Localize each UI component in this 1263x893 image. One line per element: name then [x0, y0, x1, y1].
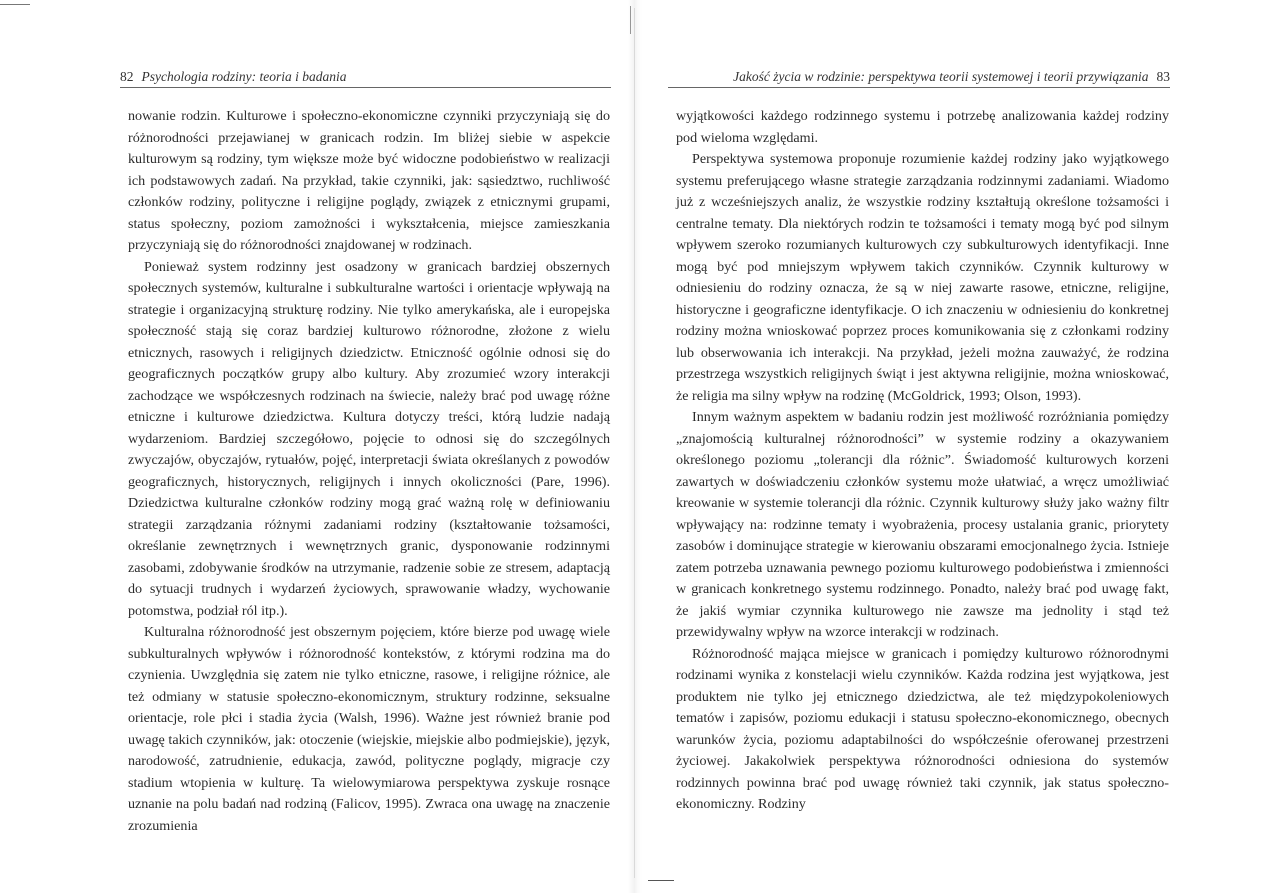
paragraph: wyjątkowości każdego rodzinnego systemu i potrzebę analizowania każdej rodziny pod wieloma względami. — [676, 108, 1169, 146]
right-page — [640, 0, 1263, 893]
paragraph: Perspektywa systemowa proponuje rozumienie każdej rodziny jako wyjątkowego systemu preferującego własne strategie zarządzania rodzinnymi zadaniami. Wiadomo już z wcześniejszych analiz, że wszystkie rodziny kształtują określone tożsamości i centralne tematy. Dla niektórych rodzin te tożsamości i tematy mogą być pod silnym wpływem szeroko rozumianych kulturowych czy subkulturowych identyfikacji. Inne mogą być pod mniejszym wpływem takich czynników. Czynnik kulturowy w odniesieniu do rodziny oznacza, że są w niej zawarte rasowe, etniczne, religijne, historyczne i geograficzne identyfikacje. O ich znaczeniu w odniesieniu do konkretnej rodziny można wnioskować poprzez proces komunikowania się z członkami rodziny lub obserwowania ich interakcji. Na przykład, jeżeli można zauważyć, że rodzina przestrzega wszystkich religijnych świąt i jest aktywna religijnie, można wnioskować, że religia ma silny wpływ na rodzinę (McGoldrick, 1993; Olson, 1993). — [676, 151, 1169, 404]
gutter-line — [634, 8, 635, 878]
paragraph: Różnorodność mająca miejsce w granicach i pomiędzy kulturowo różnorodnymi rodzinami wynika z konstelacji wielu czynników. Każda rodzina jest wyjątkowa, jest produktem nie tylko jej etnicznego dziedzictwa, ale też międzypokoleniowych tematów i zapisów, poziomu edukacji i statusu społeczno-ekonomicznego, obecnych warunków życia, poziomu adaptabilności do współcześnie oferowanej przestrzeni życiowej. Jakakolwiek perspektywa różnorodności odniesiona do systemów rodzinnych powinna brać pod uwagę również taki czynnik, jak status społeczno-ekonomiczny. Rodziny — [676, 645, 1169, 812]
body-text — [128, 106, 610, 837]
paragraph: nowanie rodzin. Kulturowe i społeczno-ekonomiczne czynniki przyczyniają się do różnorodności przejawianej w granicach rodzin. Im bliżej siebie w aspekcie kulturowym są rodziny, tym większe może być widoczne podobieństwo w realizacji ich podstawowych zadań. Na przykład, takie czynniki, jak: sąsiedztwo, ruchliwość członków rodziny, polityczne i religijne poglądy, związek z etnicznymi grupami, status społeczny, poziom zamożności i wykształcenia, miejsce zamieszkania przyczyniają się do różnorodności znajdowanej w rodzinach. — [128, 108, 610, 253]
running-head-title: Jakość życia w rodzinie: perspektywa teorii systemowej i teorii przywiązania — [733, 69, 1149, 84]
page-number: 82 — [120, 69, 134, 84]
paragraph: Innym ważnym aspektem w badaniu rodzin jest możliwość rozróżniania pomiędzy „znajomością kulturalnej różnorodności” w systemie rodziny a okazywaniem określonego poziomu „tolerancji dla różnic”. Świadomość kulturowych korzeni zawartych w doświadczeniu członków systemu może ułatwiać, a wręcz umożliwiać kreowanie w systemie tolerancji dla różnic. Czynnik kulturowy służy jako ważny filtr wpływający na: rodzinne tematy i wyobrażenia, procesy ustalania granic, priorytety zasobów i dominujące strategie w kierowaniu obszarami emocjonalnego życia. Istnieje zatem potrzeba uznawania pewnego poziomu kulturowego podobieństwa i zmienności w granicach konkretnego systemu rodzinnego. Ponadto, należy brać pod uwagę fakt, że jakiś wymiar czynnika kulturowego nie zawsze ma jednolity i stąd też przewidywalny wpływ na wzorce interakcji w rodzinach. — [676, 409, 1169, 640]
running-head — [668, 70, 1170, 88]
body-text — [676, 106, 1169, 816]
left-page — [0, 0, 630, 893]
paragraph: Kulturalna różnorodność jest obszernym pojęciem, które bierze pod uwagę wiele subkulturalnych wpływów i różnorodność kontekstów, z którymi rodzina ma do czynienia. Uwzględnia się zatem nie tylko etniczne, rasowe, i religijne różnice, ale też odmiany w statusie społeczno-ekonomicznym, struktury rodzinne, seksualne orientacje, role płci i stadia życia (Walsh, 1996). Ważne jest również branie pod uwagę takich czynników, jak: otoczenie (wiejskie, miejskie albo podmiejskie), język, narodowość, zatrudnienie, edukacja, zawód, polityczne poglądy, migracje czy stadium wtopienia w kulturę. Ta wielowymiarowa perspektywa zyskuje rosnące uznanie na polu badań nad rodziną (Falicov, 1995). Zwraca ona uwagę na znaczenie zrozumienia — [128, 624, 610, 834]
running-head-title: Psychologia rodziny: teoria i badania — [141, 69, 347, 84]
page-number: 83 — [1156, 69, 1170, 84]
running-head — [120, 70, 611, 88]
paragraph: Ponieważ system rodzinny jest osadzony w granicach bardziej obszernych społecznych systemów, kulturalne i subkulturalne wartości i orientacje wpływają na strategie i organizacyjną strukturę rodziny. Nie tylko amerykańska, ale i europejska społeczność stają się coraz bardziej kulturowo różnorodne, złożone z wielu etnicznych, rasowych i religijnych dziedzictw. Etniczność ogólnie odnosi się do geograficznych początków grupy albo kultury. Aby zrozumieć wzory interakcji zachodzące we współczesnych rodzinach na świecie, należy brać pod uwagę różne etniczne i kulturowe dziedzictwa. Kultura dotyczy treści, którą ludzie nadają wydarzeniom. Bardziej szczegółowo, pojęcie to odnosi się do szczególnych zwyczajów, obyczajów, rytuałów, pojęć, interpretacji świata określanych z powodów geograficznych, historycznych, religijnych i innych okoliczności (Pare, 1996). Dziedzictwa kulturalne członków rodziny mogą grać ważną rolę w definiowaniu strategii zarządzania różnymi zadaniami rodziny (kształtowanie tożsamości, określanie zewnętrznych i wewnętrznych granic, dysponowanie rodzinnymi zasobami, zdobywanie środków na utrzymanie, radzenie sobie ze stresem, adaptacją do sytuacji trudnych i wydarzeń życiowych, sprawowanie władzy, wychowanie potomstwa, podział ról itp.). — [128, 258, 610, 619]
